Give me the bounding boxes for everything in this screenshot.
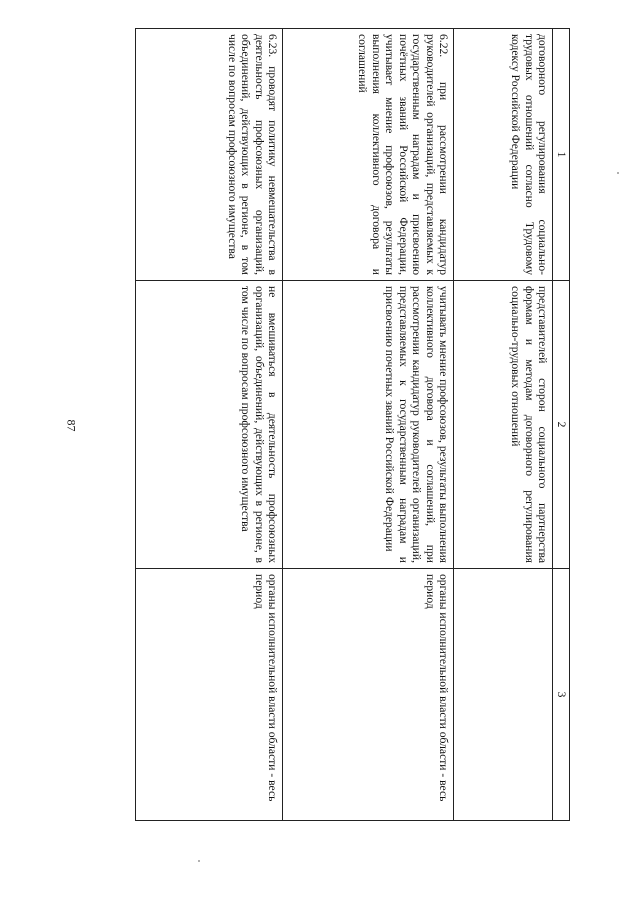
table-row bbox=[136, 29, 283, 821]
table-cell: договорного регулирования социально-трудовых отношений согласно Трудовому кодексу Российской Федерации bbox=[454, 29, 553, 281]
page-number: 87 bbox=[64, 419, 79, 432]
table-cell: учитывать мнение профсоюзов, результаты выполнения коллективного договора и соглашений, при рассмотрении кандидатур руководителей организаций, представляемых к государственным наградам и присвоению почетных званий Российской Федерации bbox=[283, 281, 454, 569]
scan-speck bbox=[617, 172, 619, 174]
table-cell: 6.22. при рассмотрении кандидатур руководителей организаций, представляемых к государственным наградам и присвоению почётных званий Российской Федерации, учитывает мнение профсоюзов, результаты выполнения коллективного договора и соглашений bbox=[283, 29, 454, 281]
rotated-table-container bbox=[120, 28, 570, 820]
column-header-3: 3 bbox=[553, 569, 570, 821]
agreement-table bbox=[135, 28, 570, 821]
table-cell bbox=[454, 569, 553, 821]
column-header-2: 2 bbox=[553, 281, 570, 569]
table-cell: не вмешиваться в деятельность профсоюзных организаций, объединений, действующих в регионе, в том числе по вопросам профсоюзного имущества bbox=[136, 281, 283, 569]
table-row bbox=[454, 29, 553, 821]
table-cell: органы исполнительной власти области - весь период bbox=[136, 569, 283, 821]
table-cell: органы исполнительной власти области - весь период bbox=[283, 569, 454, 821]
table-header-row bbox=[553, 29, 570, 821]
table-cell: представителей сторон социального партнерства формам и методам договорного регулирования социально-трудовых отношений bbox=[454, 281, 553, 569]
scan-speck bbox=[198, 860, 200, 862]
table-row bbox=[283, 29, 454, 821]
table-cell: 6.23. проводят политику невмешательства в деятельность профсоюзных организаций, объединений, действующих в регионе, в том числе по вопросам профсоюзного имущества bbox=[136, 29, 283, 281]
column-header-1: 1 bbox=[553, 29, 570, 281]
